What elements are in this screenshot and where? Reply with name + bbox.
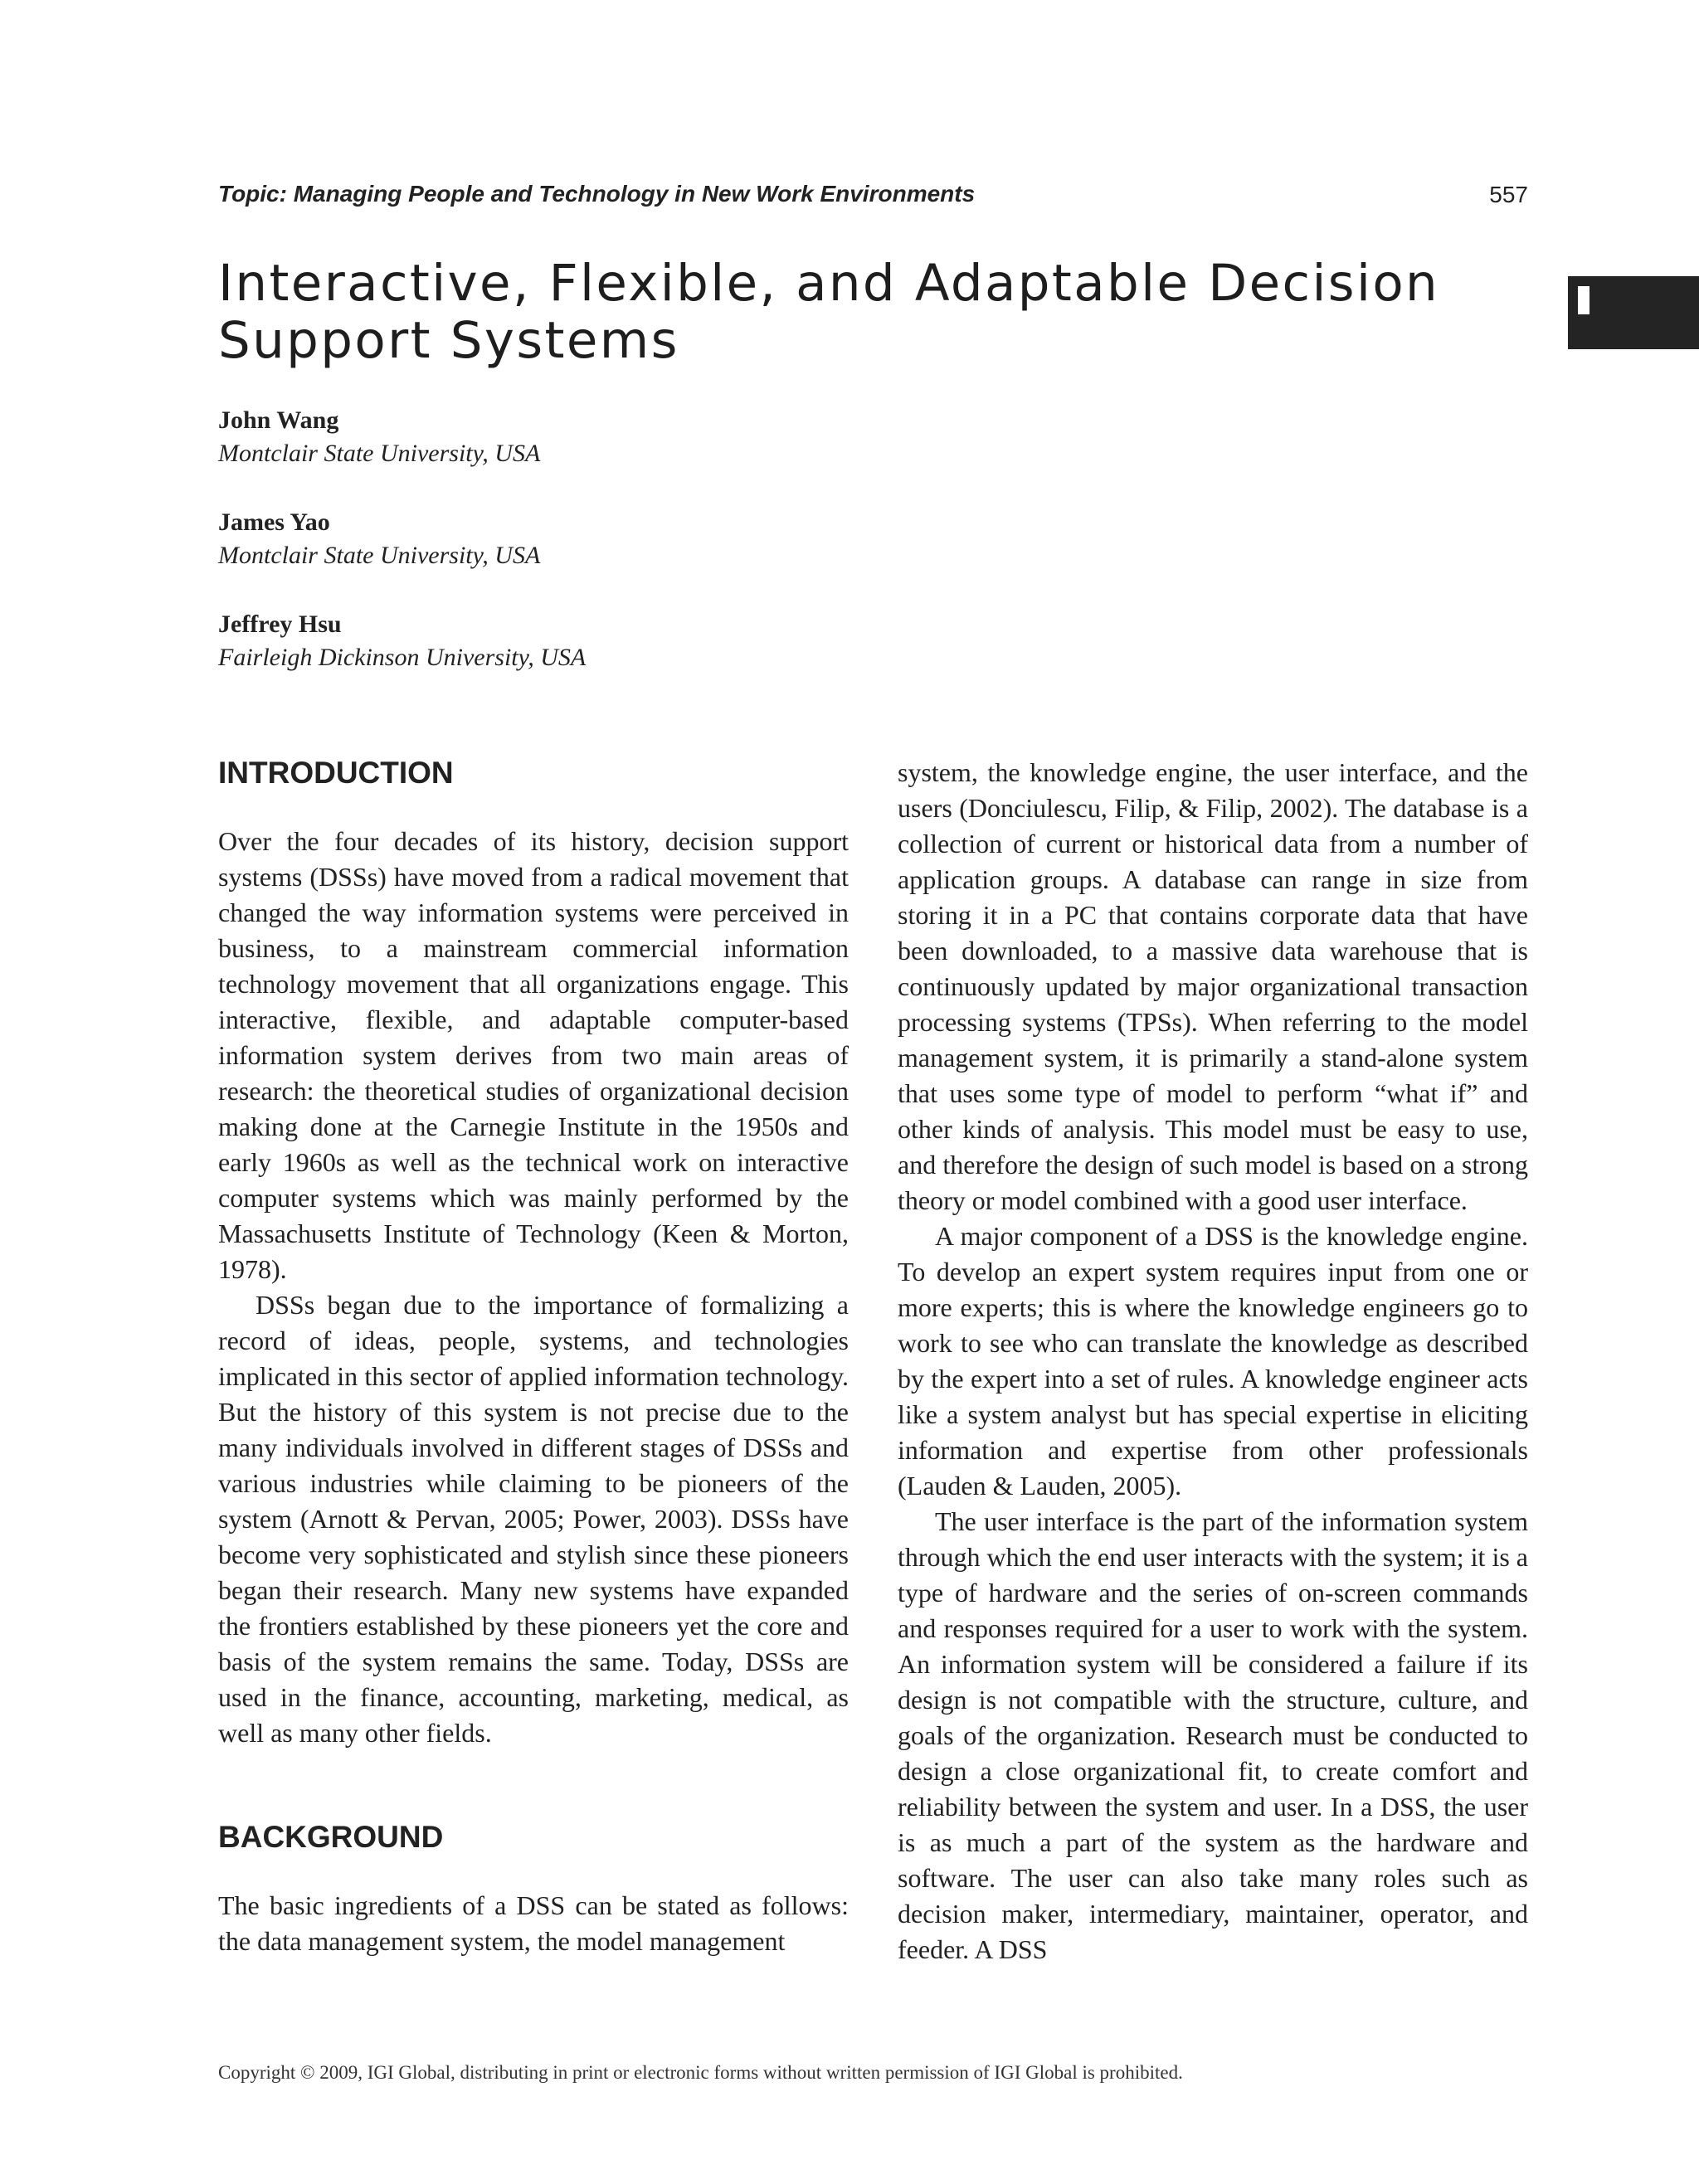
right-column-paragraph-1: system, the knowledge engine, the user interface, and the users (Donciulescu, Filip, & Filip, 2002). The database is a collection of current or historical data from a number of application groups. A database can range in size from storing it in a PC that contains corporate data that have been downloaded, to a massive data warehouse that is continuously updated by major organizational transaction processing systems (TPSs). When referring to the model management system, it is primarily a stand-alone system that uses some type of model to perform “what if” and other kinds of analysis. This model must be easy to use, and therefore the design of such model is based on a strong theory or model combined with a good user interface. <box>898 757 1528 1215</box>
article-title <box>218 255 1546 369</box>
author-affiliation: Montclair State University, USA <box>218 542 541 569</box>
introduction-paragraph-2: DSSs began due to the importance of formalizing a record of ideas, people, systems, and technologies implicated in this sector of applied information technology. But the history of this system is not precise due to the many individuals involved in different stages of DSSs and various industries while claiming to be pioneers of the system (Arnott & Pervan, 2005; Power, 2003). DSSs have become very sophisticated and stylish since these pioneers began their research. Many new systems have expanded the frontiers established by these pioneers yet the core and basis of the system remains the same. Today, DSSs are used in the finance, accounting, marketing, medical, as well as many other fields. <box>218 1290 849 1748</box>
right-column-paragraph-3: The user interface is the part of the information system through which the end user interacts with the system; it is a type of hardware and the series of on-screen commands and responses required for a user to work with the system. An information system will be considered a failure if its design is not compatible with the structure, culture, and goals of the organization. Research must be conducted to design a close organizational fit, to create comfort and reliability between the system and user. In a DSS, the user is as much a part of the system as the hardware and software. The user can also take many roles such as decision maker, intermediary, maintainer, operator, and feeder. A DSS <box>898 1506 1528 1964</box>
copyright-footer: Copyright © 2009, IGI Global, distributing in print or electronic forms without written permission of IGI Global is prohibited. <box>218 2062 1183 2083</box>
author-name: Jeffrey Hsu <box>218 610 342 638</box>
article-title-line-2: Support Systems <box>218 311 679 370</box>
author-name: John Wang <box>218 406 339 434</box>
running-header-topic: Topic: Managing People and Technology in New Work Environments <box>218 181 976 207</box>
author-name: James Yao <box>218 508 330 536</box>
background-heading: BACKGROUND <box>218 1820 444 1854</box>
author-affiliation: Montclair State University, USA <box>218 440 541 467</box>
author-block <box>218 506 965 608</box>
section-tab <box>1568 276 1699 349</box>
introduction-paragraph-1: Over the four decades of its history, decision support systems (DSSs) have moved from a radical movement that changed the way information systems were perceived in business, to a mainstream commercial information technology movement that all organizations engage. This interactive, flexible, and adaptable computer-based information system derives from two main areas of research: the theoretical studies of organizational decision making done at the Carnegie Institute in the 1950s and early 1960s as well as the technical work on interactive computer systems which was mainly performed by the Massachusetts Institute of Technology (Keen & Morton, 1978). <box>218 826 849 1284</box>
page-number: 557 <box>1489 182 1528 207</box>
background-paragraph-1: The basic ingredients of a DSS can be stated as follows: the data management system, the model management <box>218 1890 849 1956</box>
left-column <box>218 755 849 1959</box>
section-tab-letter <box>1578 286 1589 314</box>
article-title-line-1: Interactive, Flexible, and Adaptable Decision <box>218 254 1440 313</box>
introduction-heading: INTRODUCTION <box>218 756 454 790</box>
author-list <box>218 404 965 710</box>
right-column-paragraph-2: A major component of a DSS is the knowledge engine. To develop an expert system requires input from one or more experts; this is where the knowledge engineers go to work to see who can translate the knowledge as described by the expert into a set of rules. A knowledge engineer acts like a system analyst but has special expertise in eliciting information and expertise from other professionals (Lauden & Lauden, 2005). <box>898 1221 1528 1501</box>
author-affiliation: Fairleigh Dickinson University, USA <box>218 644 587 671</box>
author-block <box>218 608 965 710</box>
right-column <box>898 755 1528 1968</box>
author-block <box>218 404 965 506</box>
